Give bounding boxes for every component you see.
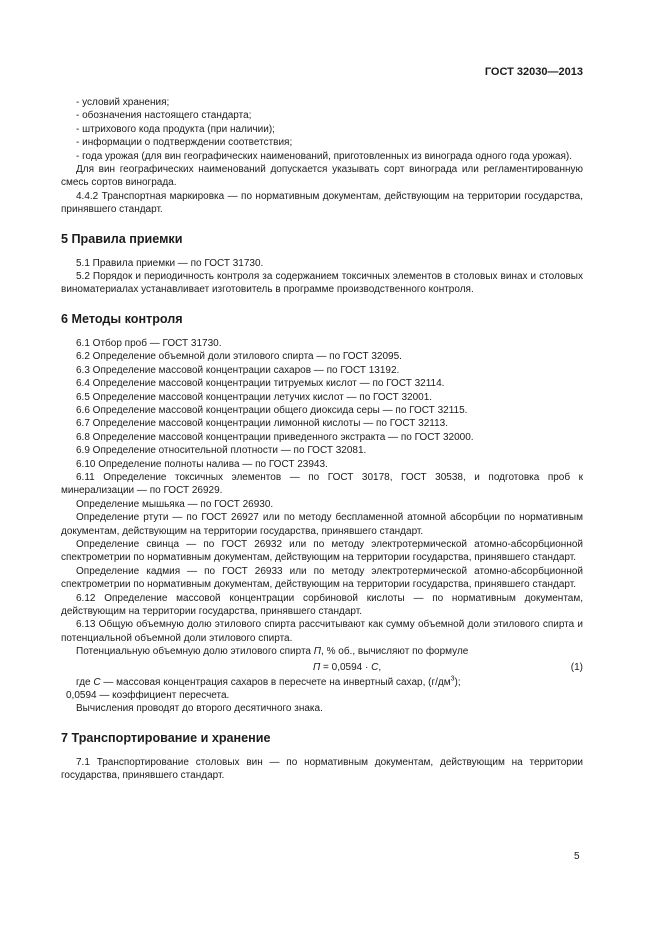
paragraph-5-2: 5.2 Порядок и периодичность контроля за содержанием токсичных элементов в столовых винах и столовых виноматериалах устанавливает изготовитель в программе производственного контроля. — [61, 271, 583, 296]
section-6-title: 6 Методы контроля — [61, 311, 183, 326]
section-5-title: 5 Правила приемки — [61, 231, 183, 246]
paragraph-lead: Определение свинца — по ГОСТ 26932 или по методу электротермической атомно-абсорбционной спектрометрии по нормативным документам, действующим на территории государства, принявшего стандарт. — [61, 538, 583, 564]
list-item: - информации о подтверждении соответствия; — [76, 137, 293, 149]
formula-number: (1) — [570, 661, 583, 673]
paragraph-calculation-precision: Вычисления проводят до второго десятичного знака. — [76, 703, 323, 715]
list-item: - обозначения настоящего стандарта; — [76, 110, 252, 122]
paragraph-arsenic: Определение мышьяка — по ГОСТ 26930. — [76, 498, 274, 510]
paragraph-5-1: 5.1 Правила приемки — по ГОСТ 31730. — [76, 257, 264, 269]
paragraph-6-6: 6.6 Определение массовой концентрации общего диоксида серы — по ГОСТ 32115. — [76, 404, 468, 416]
paragraph-6-9: 6.9 Определение относительной плотности — по ГОСТ 32081. — [76, 445, 367, 457]
paragraph-6-7: 6.7 Определение массовой концентрации лимонной кислоты — по ГОСТ 32113. — [76, 418, 448, 430]
document-header: ГОСТ 32030—2013 — [484, 66, 583, 78]
formula-1 — [61, 661, 583, 676]
paragraph-6-1: 6.1 Отбор проб — ГОСТ 31730. — [76, 337, 222, 349]
formula-expression: П = 0,0594 · С, — [313, 661, 382, 673]
paragraph-mercury: Определение ртути — по ГОСТ 26927 или по методу беспламенной атомной абсорбции по нормативным документам, действующим на территории государства, принявшего стандарт. — [61, 512, 583, 537]
list-item: - штрихового кода продукта (при наличии); — [76, 123, 275, 135]
marking-list — [61, 96, 583, 163]
list-item: - года урожая (для вин географических наименований, приготовленных из винограда одного года урожая). — [76, 150, 573, 162]
paragraph-6-11: 6.11 Определение токсичных элементов — по ГОСТ 30178, ГОСТ 30538, и подготовка проб к минерализации — по ГОСТ 26929. — [61, 471, 583, 497]
paragraph-cadmium: Определение кадмия — по ГОСТ 26933 или по методу электротермической атомно-абсорбционной спектрометрии по нормативным документам, действующим на территории государства, принявшего стандарт. — [61, 565, 583, 591]
paragraph-7-1: 7.1 Транспортирование столовых вин — по нормативным документам, действующим на территории государства, принявшего стандарт. — [61, 756, 583, 782]
section-7-title: 7 Транспортирование и хранение — [61, 730, 271, 745]
paragraph-potential-alcohol: Потенциальную объемную долю этилового спирта П, % об., вычисляют по формуле — [76, 646, 469, 658]
paragraph-6-4: 6.4 Определение массовой концентрации титруемых кислот — по ГОСТ 32114. — [76, 378, 445, 390]
paragraph-6-13: 6.13 Общую объемную долю этилового спирта рассчитывают как сумму объемной доли этилового спирта и потенциальной объемной доли этилового спирта. — [61, 619, 583, 644]
formula-coefficient-line: 0,0594 — коэффициент пересчета. — [66, 690, 230, 702]
list-item: - условий хранения; — [76, 97, 170, 108]
paragraph-grape-variety: Для вин географических наименований допускается указывать сорт винограда или регламентированную смесь сортов винограда. — [61, 164, 583, 189]
paragraph-6-3: 6.3 Определение массовой концентрации сахаров — по ГОСТ 13192. — [76, 364, 400, 376]
document-body — [61, 96, 583, 783]
formula-where-line: где С — массовая концентрация сахаров в пересчете на инвертный сахар, $(г/дм^3)$; — [76, 675, 461, 688]
paragraph-4-4-2: 4.4.2 Транспортная маркировка — по нормативным документам, действующим на территории государства, принявшего стандарт. — [61, 190, 583, 216]
paragraph-6-10: 6.10 Определение полноты налива — по ГОСТ 23943. — [76, 458, 328, 470]
paragraph-6-8: 6.8 Определение массовой концентрации приведенного экстракта — по ГОСТ 32000. — [76, 431, 474, 443]
paragraph-6-5: 6.5 Определение массовой концентрации летучих кислот — по ГОСТ 32001. — [76, 391, 433, 403]
page-number: 5 — [574, 851, 580, 862]
paragraph-6-2: 6.2 Определение объемной доли этилового спирта — по ГОСТ 32095. — [76, 351, 402, 363]
paragraph-6-12: 6.12 Определение массовой концентрации сорбиновой кислоты — по нормативным документам, действующим на территории государства, принявшего стандарт. — [61, 592, 583, 617]
